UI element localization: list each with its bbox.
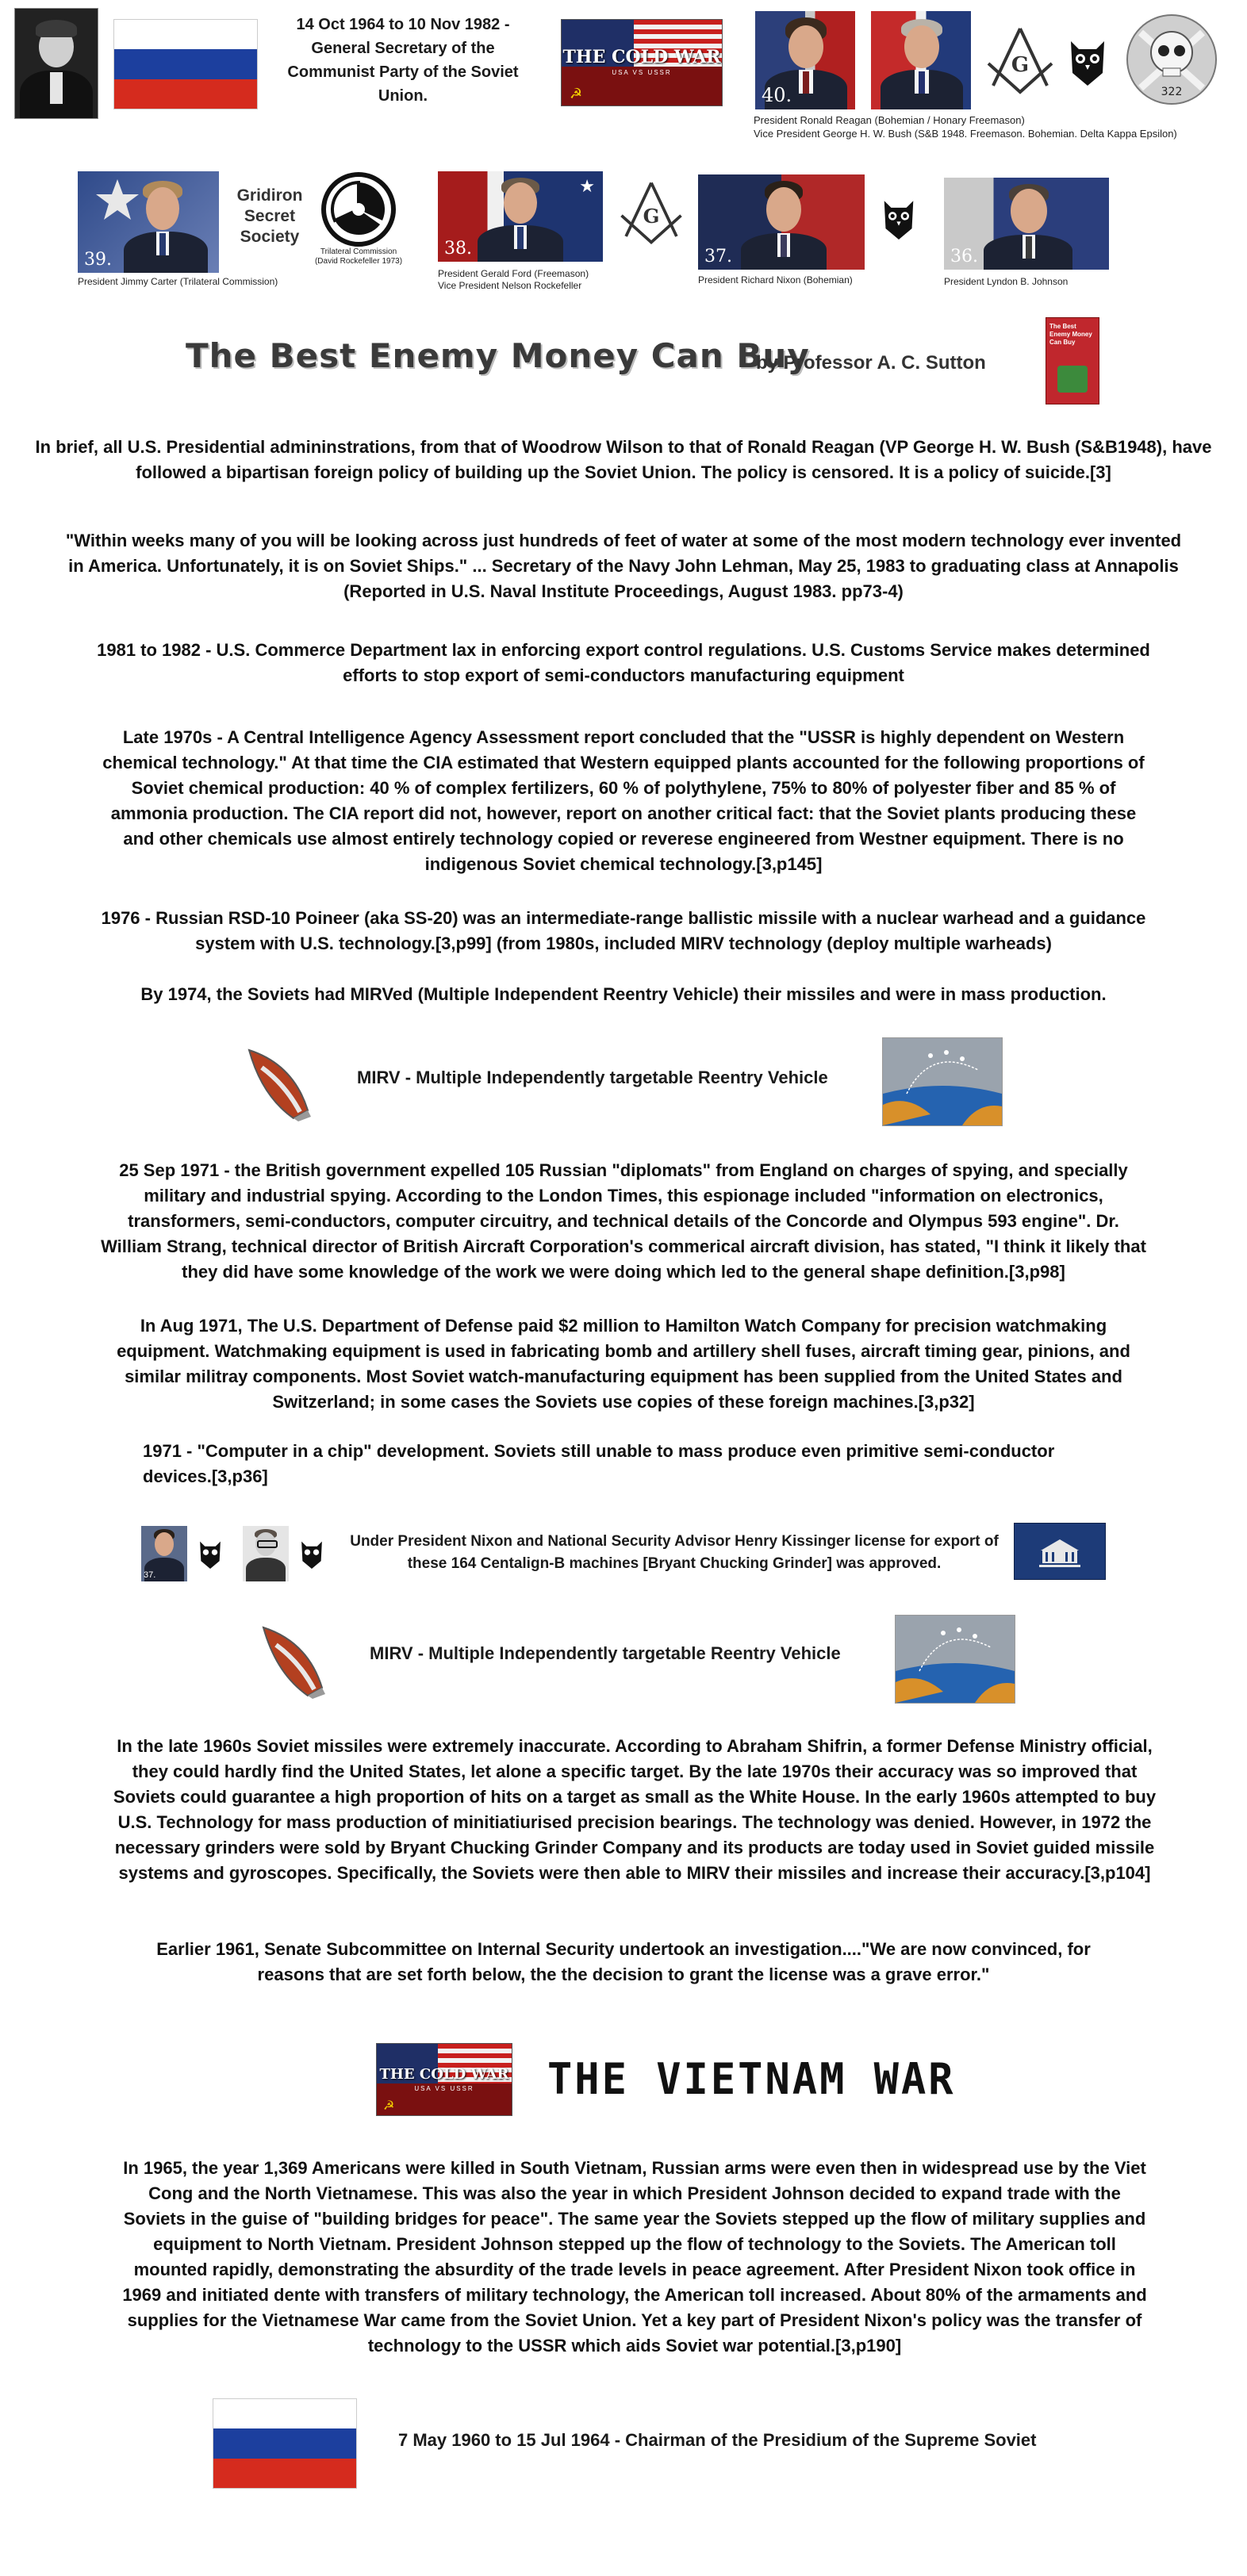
nixon-caption: President Richard Nixon (Bohemian): [698, 274, 853, 286]
paragraph-intro: In brief, all U.S. Presidential admininstrations, from that of Woodrow Wilson to that of Ronald Reagan (VP George H. W. Bush (S&B1948), have followed a bipartisan foreign policy of building up the Soviet Union. The policy is censored. It is a policy of suicide.[3]: [35, 437, 1212, 482]
mason-letter: G: [1011, 53, 1030, 77]
bush-photo: [871, 11, 971, 109]
carter-photo: [78, 171, 219, 273]
book-title: The Best Enemy Money Can Buy: [186, 336, 810, 375]
mirv-trajectory-diagram: [882, 1037, 1003, 1126]
bohemian-owl-icon: [1063, 35, 1112, 87]
trilateral-caption: Trilateral Commission (David Rockefeller 1973): [314, 247, 403, 266]
nixon-number: 37.: [704, 247, 732, 266]
paragraph-presidium: 7 May 1960 to 15 Jul 1964 - Chairman of the Presidium of the Supreme Soviet: [398, 2430, 1037, 2450]
white-house-seal: [1014, 1523, 1106, 1580]
skull-and-bones-icon: [1125, 13, 1218, 106]
johnson-caption: President Lyndon B. Johnson: [944, 276, 1069, 287]
rockefeller-caption: Vice President Nelson Rockefeller: [438, 280, 582, 291]
reagan-caption: President Ronald Reagan (Bohemian / Honary Freemason): [754, 114, 1025, 126]
cold-war-subtitle: USA VS USSR: [612, 69, 672, 76]
paragraph-commerce: 1981 to 1982 - U.S. Commerce Department lax in enforcing export control regulations. U.S. Customs Service makes determined efforts to stop export of semi-conductors manufacturing equipment: [97, 640, 1150, 685]
cold-war-title: THE COLD WAR: [562, 47, 721, 67]
bush-caption: Vice President George H. W. Bush (S&B 1948. Freemason. Bohemian. Delta Kappa Epsilon): [754, 128, 1177, 140]
cold-war-title: THE COLD WAR: [379, 2066, 509, 2083]
russian-flag: [213, 2398, 357, 2489]
kissinger-photo: [243, 1526, 289, 1581]
bohemian-owl-icon: [195, 1537, 225, 1570]
reagan-photo: [755, 11, 855, 109]
paragraph-chip: 1971 - "Computer in a chip" development. Soviets still unable to mass produce even primitive semi-conductor devices.[3,p36]: [143, 1441, 1055, 1486]
freemason-square-compass-icon: [982, 24, 1058, 97]
johnson-photo: [944, 178, 1109, 270]
trilateral-commission-logo-icon: [320, 171, 397, 247]
nixon-small-photo: [141, 1526, 187, 1581]
paragraph-lehman-quote: "Within weeks many of you will be looking across just hundreds of feet of water at some of the most modern technology ever invented in America. Unfortunately, it is on Soviet Ships." ... Secretary of the Navy John Lehman, May 25, 1983 to graduating class at Annapolis (Reported in U.S. Naval Institute Proceedings, August 1983. pp73-4): [65, 531, 1182, 601]
cold-war-logo: [561, 19, 723, 106]
mirv-warhead-icon: [252, 1621, 328, 1699]
hammer-sickle-icon: ☭: [570, 86, 583, 102]
book-author: by Professor A. C. Sutton: [756, 352, 986, 374]
paragraph-hamilton: In Aug 1971, The U.S. Department of Defense paid $2 million to Hamilton Watch Company for precision watchmaking equipment. Watchmaking equipment is used in fabricating bomb and artillery shell fuses, aircraft timing gear, pinions, and similar militray components. Most Soviet watch-manufacturing equipment has been supplied from the United States and Switzerland; in some cases the Soviets use copies of these foreign machines.[3,p32]: [117, 1316, 1130, 1412]
vietnam-war-title: THE VIETNAM WAR: [547, 2054, 956, 2105]
freemason-square-compass-icon: [616, 176, 687, 249]
ford-caption: President Gerald Ford (Freemason): [438, 268, 589, 279]
paragraph-spying: 25 Sep 1971 - the British government expelled 105 Russian "diplomats" from England on charges of spying, and specially military and industrial spying. According to the London Times, this espionage included "information on electronics, transformers, semi-conductors, computer circuitry, and technical details of the Concorde and Olympus 593 engine". Dr. William Strang, technical director of British Aircraft Corporation's commerical aircraft division, has stated, "I think it likely that they did have some knowledge of the work we were doing which led to the general shape definition.[3,p98]: [101, 1160, 1146, 1282]
paragraph-rsd10: 1976 - Russian RSD-10 Poineer (aka SS-20) was an intermediate-range ballistic missile with a nuclear warhead and a guidance system with U.S. technology.[3,p99] (from 1980s, included MIRV technology (deploy multiple warheads): [101, 908, 1146, 953]
paragraph-cia: Late 1970s - A Central Intelligence Agency Assessment report concluded that the "USSR is highly dependent on Western chemical technology." At that time the CIA estimated that Western equipped plants accounted for the following proportions of Soviet chemical production: 40 % of complex fertilizers, 60 % of polythylene, 75% to 80% of polyester fiber and 85 % of ammonia production. The CIA report did not, however, report on another critical fact: that the Soviet plants producing these and other chemicals use almost entirely technology copied or reverese engineered from Westner equipment. There is no indigenous Soviet chemical technology.[3,p145]: [102, 727, 1145, 874]
johnson-number: 36.: [950, 247, 978, 266]
paragraph-senate: Earlier 1961, Senate Subcommittee on Internal Security undertook an investigation...."We are now convinced, for reasons that are set forth below, the the decision to grant the license was a grave error.": [156, 1939, 1091, 1984]
brezhnev-photo: [14, 8, 98, 119]
hammer-sickle-icon: ☭: [383, 2099, 395, 2113]
bohemian-owl-icon: [877, 195, 920, 241]
cold-war-subtitle: USA VS USSR: [414, 2085, 474, 2092]
ford-number: 38.: [444, 239, 472, 259]
mirv-label: MIRV - Multiple Independently targetable Reentry Vehicle: [370, 1643, 841, 1663]
mirv-warhead-icon: [238, 1044, 314, 1121]
reagan-number: 40.: [762, 84, 792, 106]
book-cover-text: The Best Enemy Money Can Buy: [1049, 323, 1092, 346]
russian-flag: [113, 19, 258, 109]
bohemian-owl-icon: [297, 1537, 327, 1570]
paragraph-inaccurate: In the late 1960s Soviet missiles were extremely inaccurate. According to Abraham Shifrin, a former Defense Ministry official, they could hardly find the United States, let alone a specific target. By the late 1970s their accuracy was so improved that Soviets could guarantee a high proportion of hits on a target as small as the White House. In the early 1960s attempted to buy U.S. Technology for mass production of minitiatiurised precision bearings. The technology was denied. However, in 1972 the necessary grinders were sold by Bryant Chucking Grinder Company and its products are today used in Soviet guided missile systems and gyroscopes. Specifically, the Soviets were then able to MIRV their missiles and increase their accuracy.[3,p104]: [113, 1736, 1157, 1883]
nixon-small-number: 37.: [144, 1570, 156, 1580]
paragraph-nixon-license: Under President Nixon and National Security Advisor Henry Kissinger license for export of these 164 Centalign-B machines [Bryant Chucking Grinder] was approved.: [350, 1533, 999, 1572]
gridiron-label: Gridiron Secret Society: [236, 186, 303, 246]
carter-number: 39.: [84, 250, 112, 270]
paragraph-mirv-1974: By 1974, the Soviets had MIRVed (Multiple Independent Reentry Vehicle) their missiles and were in mass production.: [140, 984, 1107, 1004]
skull-number: 322: [1161, 86, 1183, 98]
cold-war-logo: [376, 2043, 512, 2116]
mason-letter: G: [643, 205, 660, 228]
nixon-photo: [698, 174, 865, 270]
ford-photo: [438, 171, 603, 262]
carter-caption: President Jimmy Carter (Trilateral Commission): [78, 276, 278, 287]
brezhnev-dates: 14 Oct 1964 to 10 Nov 1982 - General Secretary of the Communist Party of the Soviet Union.: [287, 16, 519, 105]
book-cover: [1046, 317, 1099, 404]
mirv-trajectory-diagram: [895, 1615, 1015, 1704]
mirv-label: MIRV - Multiple Independently targetable Reentry Vehicle: [357, 1068, 828, 1087]
star-icon: ★: [579, 176, 595, 196]
paragraph-vietnam: In 1965, the year 1,369 Americans were killed in South Vietnam, Russian arms were even then in widespread use by the Viet Cong and the North Vietnamese. This was also the year in which President Johnson decided to expand trade with the Soviets in the guise of "building bridges for peace". The same year the Soviets stepped up the flow of military supplies and equipment to North Vietnam. President Johnson stepped up the flow of technology to the Soviets. The American toll mounted rapidly, demonstrating the absurdity of the trade levels in peace agreement. After President Nixon took office in 1969 and initiated dente with transfers of military technology, the American toll increased. About 80% of the armaments and supplies for the Vietnamese War came from the Soviet Union. Yet a key part of President Nixon's policy was the transfer of technology to the USSR which aids Soviet war potential.[3,p190]: [122, 2158, 1147, 2356]
